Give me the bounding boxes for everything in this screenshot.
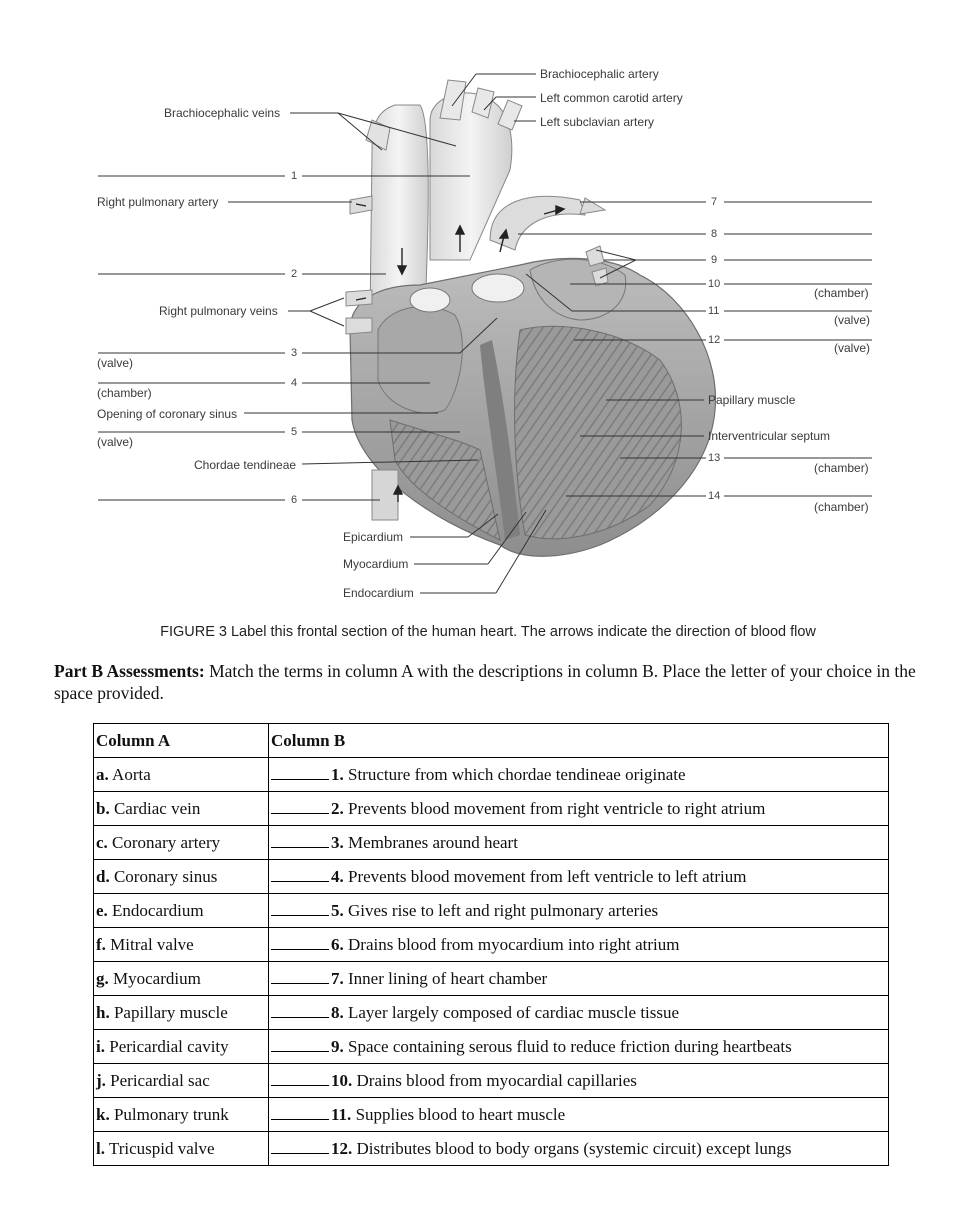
description-text: Membranes around heart bbox=[343, 833, 518, 852]
description-number: 3. bbox=[331, 833, 344, 852]
column-b-cell bbox=[269, 792, 889, 826]
column-a-cell bbox=[94, 996, 269, 1030]
term-name: Pericardial cavity bbox=[104, 1036, 229, 1056]
description-text: Space containing serous fluid to reduce friction during heartbeats bbox=[343, 1037, 792, 1056]
term-letter: d. bbox=[96, 866, 110, 886]
column-b-cell bbox=[269, 826, 889, 860]
term-name: Cardiac vein bbox=[109, 798, 201, 818]
number-4: 4 bbox=[291, 377, 298, 389]
column-a-cell bbox=[94, 1098, 269, 1132]
column-b-cell bbox=[269, 928, 889, 962]
term-letter: a. bbox=[96, 764, 109, 784]
term-name: Mitral valve bbox=[105, 934, 194, 954]
part-b-text: Match the terms in column A with the descriptions in column B. Place the letter of your choice in the space provided. bbox=[54, 661, 916, 703]
answer-blank[interactable] bbox=[271, 1002, 329, 1018]
term-name: Myocardium bbox=[108, 968, 201, 988]
table-row bbox=[94, 894, 889, 928]
description-number: 5. bbox=[331, 901, 344, 920]
table-row bbox=[94, 758, 889, 792]
term-name: Papillary muscle bbox=[109, 1002, 228, 1022]
term-letter: j. bbox=[96, 1070, 106, 1090]
answer-blank[interactable] bbox=[271, 900, 329, 916]
number-7: 7 bbox=[711, 196, 718, 208]
table-header-row bbox=[94, 724, 889, 758]
label-endocardium: Endocardium bbox=[343, 586, 414, 600]
term-letter: g. bbox=[96, 968, 109, 988]
answer-blank[interactable] bbox=[271, 866, 329, 882]
description-number: 6. bbox=[331, 935, 344, 954]
answer-blank[interactable] bbox=[271, 832, 329, 848]
term-name: Coronary artery bbox=[107, 832, 221, 852]
label-myocardium: Myocardium bbox=[343, 557, 409, 571]
table-row bbox=[94, 860, 889, 894]
label-papillary-muscle: Papillary muscle bbox=[708, 393, 796, 407]
table-row bbox=[94, 792, 889, 826]
description-number: 10. bbox=[331, 1071, 353, 1090]
term-name: Aorta bbox=[108, 764, 151, 784]
description-text: Drains blood from myocardial capillaries bbox=[352, 1071, 637, 1090]
label-right-pulmonary-veins: Right pulmonary veins bbox=[159, 304, 278, 318]
column-b-cell bbox=[269, 1030, 889, 1064]
table-row bbox=[94, 962, 889, 996]
table-row bbox=[94, 928, 889, 962]
column-a-cell bbox=[94, 1030, 269, 1064]
answer-blank[interactable] bbox=[271, 1036, 329, 1052]
description-text: Prevents blood movement from left ventricle to left atrium bbox=[343, 867, 747, 886]
heart-body bbox=[346, 80, 716, 556]
label-valve-12: (valve) bbox=[834, 341, 871, 355]
label-chamber-10: (chamber) bbox=[814, 286, 869, 300]
column-b-header: Column B bbox=[269, 724, 889, 758]
part-b-heading: Part B Assessments: bbox=[54, 661, 205, 681]
column-a-header: Column A bbox=[94, 724, 269, 758]
term-name: Tricuspid valve bbox=[104, 1138, 215, 1158]
number-11: 11 bbox=[708, 305, 720, 317]
figure-caption: FIGURE 3 Label this frontal section of the human heart. The arrows indicate the direction of blood flow bbox=[160, 624, 816, 640]
number-13: 13 bbox=[708, 452, 721, 464]
answer-blank[interactable] bbox=[271, 1070, 329, 1086]
label-chamber-4: (chamber) bbox=[97, 386, 152, 400]
description-number: 11. bbox=[331, 1105, 352, 1124]
term-letter: b. bbox=[96, 798, 110, 818]
column-b-cell bbox=[269, 962, 889, 996]
answer-blank[interactable] bbox=[271, 764, 329, 780]
answer-blank[interactable] bbox=[271, 1138, 329, 1154]
number-14: 14 bbox=[708, 490, 721, 502]
part-b-instructions bbox=[54, 660, 924, 704]
description-text: Drains blood from myocardium into right atrium bbox=[343, 935, 680, 954]
label-valve-3: (valve) bbox=[97, 356, 134, 370]
number-1: 1 bbox=[291, 170, 298, 182]
column-b-cell bbox=[269, 758, 889, 792]
column-a-cell bbox=[94, 758, 269, 792]
label-chamber-14: (chamber) bbox=[814, 500, 869, 514]
column-a-cell bbox=[94, 1132, 269, 1166]
label-valve-5: (valve) bbox=[97, 435, 134, 449]
label-epicardium: Epicardium bbox=[343, 530, 404, 544]
table-row bbox=[94, 1064, 889, 1098]
number-5: 5 bbox=[291, 426, 298, 438]
column-a-cell bbox=[94, 792, 269, 826]
description-text: Layer largely composed of cardiac muscle tissue bbox=[343, 1003, 680, 1022]
description-text: Prevents blood movement from right ventricle to right atrium bbox=[343, 799, 766, 818]
matching-table bbox=[93, 723, 889, 1166]
column-a-cell bbox=[94, 860, 269, 894]
label-valve-11: (valve) bbox=[834, 313, 871, 327]
column-a-cell bbox=[94, 1064, 269, 1098]
number-12: 12 bbox=[708, 334, 721, 346]
description-number: 4. bbox=[331, 867, 344, 886]
answer-blank[interactable] bbox=[271, 798, 329, 814]
description-number: 9. bbox=[331, 1037, 344, 1056]
table-row bbox=[94, 996, 889, 1030]
column-b-cell bbox=[269, 1064, 889, 1098]
number-6: 6 bbox=[291, 494, 298, 506]
label-brachiocephalic-veins: Brachiocephalic veins bbox=[164, 106, 281, 120]
description-text: Supplies blood to heart muscle bbox=[351, 1105, 566, 1124]
column-a-cell bbox=[94, 826, 269, 860]
description-number: 12. bbox=[331, 1139, 353, 1158]
description-number: 7. bbox=[331, 969, 344, 988]
term-name: Pulmonary trunk bbox=[109, 1104, 229, 1124]
number-3: 3 bbox=[291, 347, 298, 359]
label-chordae-tendineae: Chordae tendineae bbox=[194, 458, 297, 472]
term-letter: h. bbox=[96, 1002, 110, 1022]
number-8: 8 bbox=[711, 228, 718, 240]
term-letter: i. bbox=[96, 1036, 105, 1056]
term-letter: l. bbox=[96, 1138, 105, 1158]
description-number: 8. bbox=[331, 1003, 344, 1022]
description-number: 2. bbox=[331, 799, 344, 818]
description-text: Structure from which chordae tendineae originate bbox=[343, 765, 686, 784]
column-b-cell bbox=[269, 1132, 889, 1166]
term-name: Coronary sinus bbox=[109, 866, 218, 886]
number-10: 10 bbox=[708, 278, 721, 290]
table-body bbox=[94, 758, 889, 1166]
term-letter: k. bbox=[96, 1104, 110, 1124]
label-interventricular-septum: Interventricular septum bbox=[708, 429, 831, 443]
column-b-cell bbox=[269, 894, 889, 928]
term-name: Endocardium bbox=[107, 900, 204, 920]
label-brachiocephalic-artery: Brachiocephalic artery bbox=[540, 67, 659, 81]
column-a-cell bbox=[94, 962, 269, 996]
label-left-subclavian: Left subclavian artery bbox=[540, 115, 655, 129]
term-letter: e. bbox=[96, 900, 108, 920]
column-a-cell bbox=[94, 928, 269, 962]
table-row bbox=[94, 826, 889, 860]
answer-blank[interactable] bbox=[271, 968, 329, 984]
label-right-pulmonary-artery: Right pulmonary artery bbox=[97, 195, 219, 209]
column-b-cell bbox=[269, 860, 889, 894]
description-number: 1. bbox=[331, 765, 344, 784]
label-chamber-13: (chamber) bbox=[814, 461, 869, 475]
label-left-common-carotid: Left common carotid artery bbox=[540, 91, 683, 105]
term-letter: f. bbox=[96, 934, 106, 954]
description-text: Distributes blood to body organs (systemic circuit) except lungs bbox=[352, 1139, 792, 1158]
table-row bbox=[94, 1098, 889, 1132]
column-b-cell bbox=[269, 1098, 889, 1132]
number-9: 9 bbox=[711, 254, 718, 266]
description-text: Inner lining of heart chamber bbox=[343, 969, 548, 988]
term-letter: c. bbox=[96, 832, 108, 852]
description-text: Gives rise to left and right pulmonary arteries bbox=[343, 901, 659, 920]
answer-blank[interactable] bbox=[271, 1104, 329, 1120]
column-b-cell bbox=[269, 996, 889, 1030]
label-opening-coronary-sinus: Opening of coronary sinus bbox=[97, 407, 238, 421]
answer-blank[interactable] bbox=[271, 934, 329, 950]
table-row bbox=[94, 1132, 889, 1166]
number-2: 2 bbox=[291, 268, 298, 280]
term-name: Pericardial sac bbox=[105, 1070, 210, 1090]
table-row bbox=[94, 1030, 889, 1064]
column-a-cell bbox=[94, 894, 269, 928]
